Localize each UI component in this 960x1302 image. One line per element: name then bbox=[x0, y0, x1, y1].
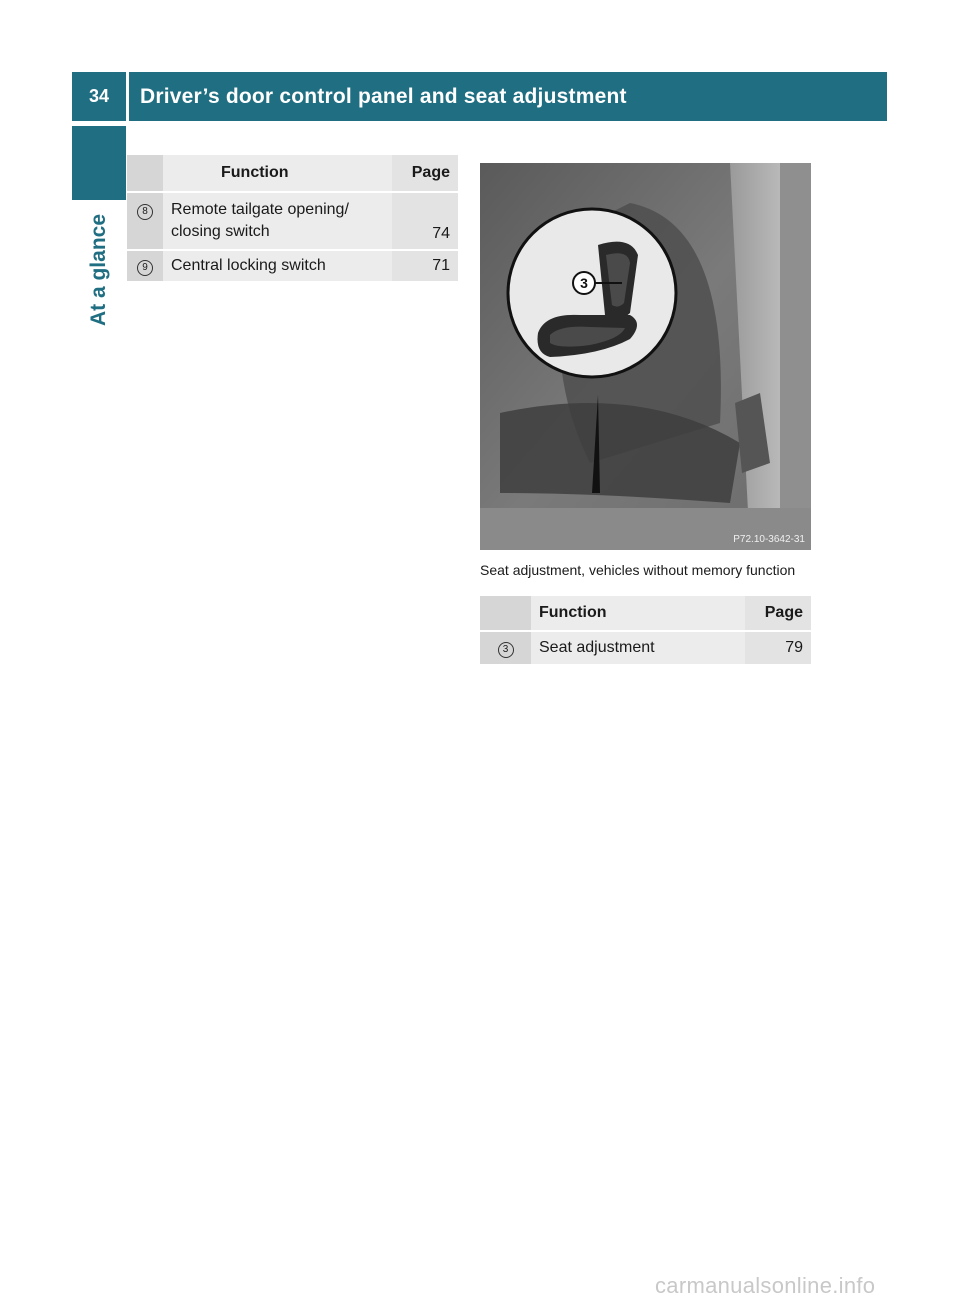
marker-8: 8 bbox=[137, 204, 153, 220]
page-header: Page bbox=[745, 596, 811, 630]
image-code: P72.10-3642-31 bbox=[733, 534, 805, 545]
function-table-right bbox=[480, 594, 811, 666]
page-cell[interactable]: 74 bbox=[392, 193, 458, 249]
marker-header bbox=[127, 155, 163, 191]
page-header: Page bbox=[392, 155, 458, 191]
callout-number: 3 bbox=[580, 275, 588, 291]
function-header: Function bbox=[163, 155, 392, 191]
function-cell: Central locking switch bbox=[163, 251, 392, 281]
side-tab-block bbox=[72, 126, 126, 200]
table-header-row bbox=[127, 155, 458, 191]
marker-3: 3 bbox=[498, 642, 514, 658]
marker-9: 9 bbox=[137, 260, 153, 276]
table-row bbox=[127, 251, 458, 281]
function-table-left bbox=[127, 153, 458, 283]
table-row bbox=[127, 193, 458, 249]
page-number: 34 bbox=[88, 86, 110, 106]
watermark: carmanualsonline.info bbox=[655, 1273, 876, 1298]
function-cell: Remote tailgate opening/ closing switch bbox=[163, 193, 392, 249]
side-tab-label: At a glance bbox=[87, 213, 111, 327]
table-header-row bbox=[480, 596, 811, 630]
function-header: Function bbox=[531, 596, 745, 630]
figure-caption: Seat adjustment, vehicles without memory function bbox=[480, 562, 796, 578]
table-row bbox=[480, 632, 811, 664]
marker-header bbox=[480, 596, 531, 630]
side-tab[interactable] bbox=[72, 200, 126, 340]
header-divider bbox=[126, 72, 129, 121]
page-title: Driver’s door control panel and seat adjustment bbox=[140, 84, 627, 108]
function-cell: Seat adjustment bbox=[531, 632, 745, 664]
page-cell[interactable]: 79 bbox=[745, 632, 811, 664]
page-cell[interactable]: 71 bbox=[392, 251, 458, 281]
seat-adjustment-photo bbox=[480, 163, 811, 550]
